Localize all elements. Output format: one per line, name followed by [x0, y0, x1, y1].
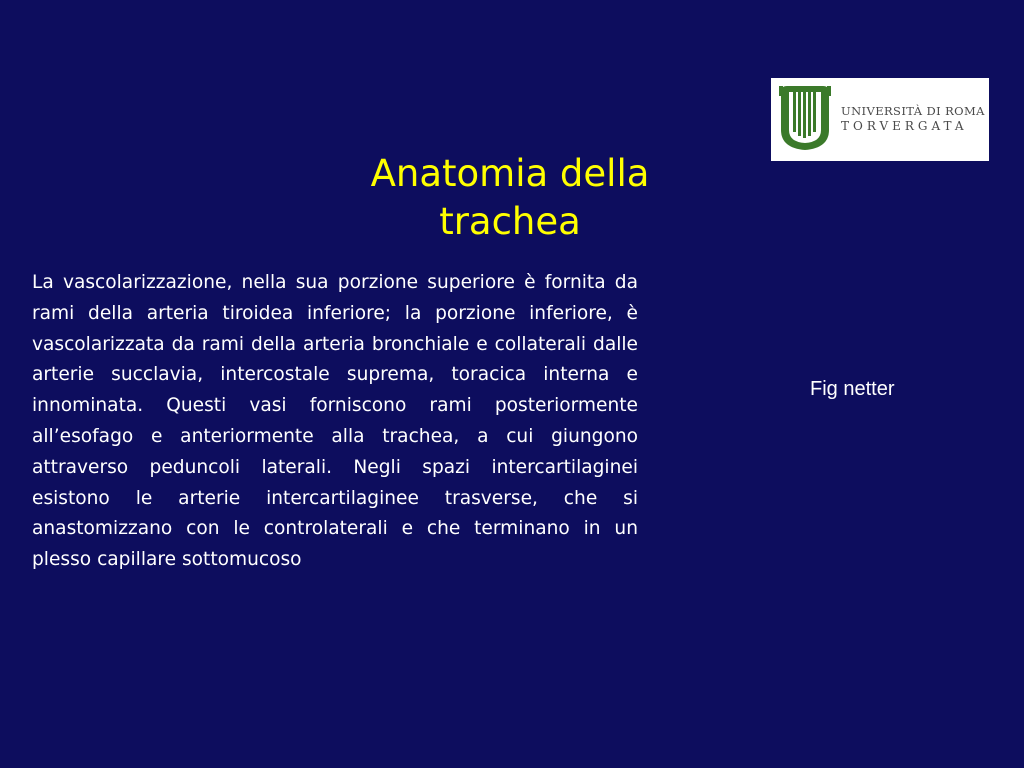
figure-caption: Fig netter — [810, 378, 895, 400]
university-name — [841, 104, 985, 134]
slide-title-line1: Anatomia della — [370, 152, 650, 195]
university-emblem-icon — [775, 84, 835, 154]
slide-title — [330, 150, 690, 246]
slide-title-line2: trachea — [439, 200, 581, 243]
university-logo — [771, 78, 989, 161]
slide-body-text: La vascolarizzazione, nella sua porzione superiore è fornita da rami della arteria tiroidea inferiore; la porzione inferiore, è vascolarizzata da rami della arteria bronchiale e collaterali dalle arterie succlavia, intercostale suprema, toracica interna e innominata. Questi vasi forniscono rami posteriormente all’esofago e anteriormente alla trachea, a cui giungono attraverso peduncoli laterali. Negli spazi intercartilaginei esistono le arterie intercartilaginee trasverse, che si anastomizzano con le controlaterali e che terminano in un plesso capillare sottomucoso — [32, 272, 638, 571]
university-name-line2: TORVERGATA — [841, 119, 968, 133]
university-name-line1: UNIVERSITÀ DI ROMA — [841, 104, 985, 118]
